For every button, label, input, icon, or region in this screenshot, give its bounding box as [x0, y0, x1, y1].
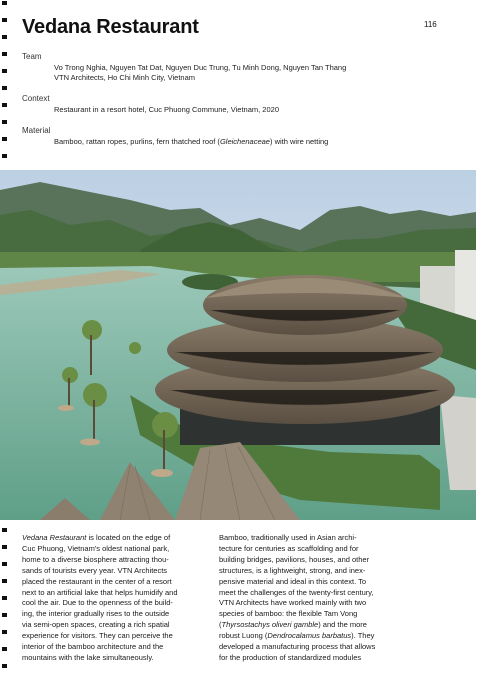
body-column-left	[22, 533, 214, 664]
restaurant-photo	[0, 170, 476, 520]
team-label: Team	[22, 52, 42, 61]
text-line: VTN Architects have worked mainly with two	[219, 598, 367, 608]
text-line: home to a diverse biosphere attracting thou-	[22, 554, 169, 564]
text-line: Cuc Phuong, Vietnam's oldest national park,	[22, 543, 170, 553]
text-line: sands of tourists every year. VTN Architects	[22, 565, 168, 575]
page-title: Vedana Restaurant	[22, 16, 199, 38]
text-line: (Thyrsostachys oliveri gamble) and the more	[219, 620, 367, 630]
text-line: Bamboo, traditionally used in Asian archi-	[219, 533, 357, 542]
text-line: for the production of standardized modules	[219, 652, 362, 662]
text-line: placed the restaurant in the center of a resort	[22, 576, 172, 586]
context-label: Context	[22, 94, 50, 103]
text-line: tecture for centuries as scaffolding and for	[219, 543, 359, 553]
text-line: structures, is a lightweight, strong, and inex-	[219, 565, 366, 575]
text-line: experience for visitors. They can perceive the	[22, 631, 173, 641]
text-line: meet the challenges of the twenty-first century,	[219, 587, 374, 597]
text-line: Vedana Restaurant is located on the edge of	[22, 533, 171, 542]
text-line: ing, the interior gradually rises to the outside	[22, 609, 170, 619]
text-line: next to an artificial lake that helps humidify and	[22, 587, 178, 597]
text-line: developed a manufacturing process that allows	[219, 642, 376, 652]
team-office: VTN Architects, Ho Chi Minh City, Vietnam	[54, 73, 196, 82]
text-line: via semi-open spaces, creating a rich spatial	[22, 620, 170, 630]
text-line: robust Luong (Dendrocalamus barbatus). They	[219, 631, 375, 641]
body-column-right	[219, 533, 419, 664]
text-line: interior of the bamboo architecture and the	[22, 642, 164, 652]
text-line: building bridges, pavilions, houses, and other	[219, 554, 370, 564]
context-value: Restaurant in a resort hotel, Cuc Phuong Commune, Vietnam, 2020	[54, 105, 279, 114]
text-line: cool the air. Due to the openness of the build-	[22, 598, 173, 608]
text-line: pensive material and ideal in this context. To	[219, 576, 367, 586]
page-number: 116	[424, 20, 437, 29]
text-line: species of bamboo: the flexible Tam Vong	[219, 609, 358, 619]
material-value: Bamboo, rattan ropes, purlins, fern thatched roof (Gleichenaceae) with wire netting	[54, 137, 329, 146]
material-label: Material	[22, 126, 51, 135]
text-line: mountains with the lake simultaneously.	[22, 652, 154, 662]
team-members: Vo Trong Nghia, Nguyen Tat Dat, Nguyen Duc Trung, Tu Minh Dong, Nguyen Tan Thang	[54, 63, 347, 72]
